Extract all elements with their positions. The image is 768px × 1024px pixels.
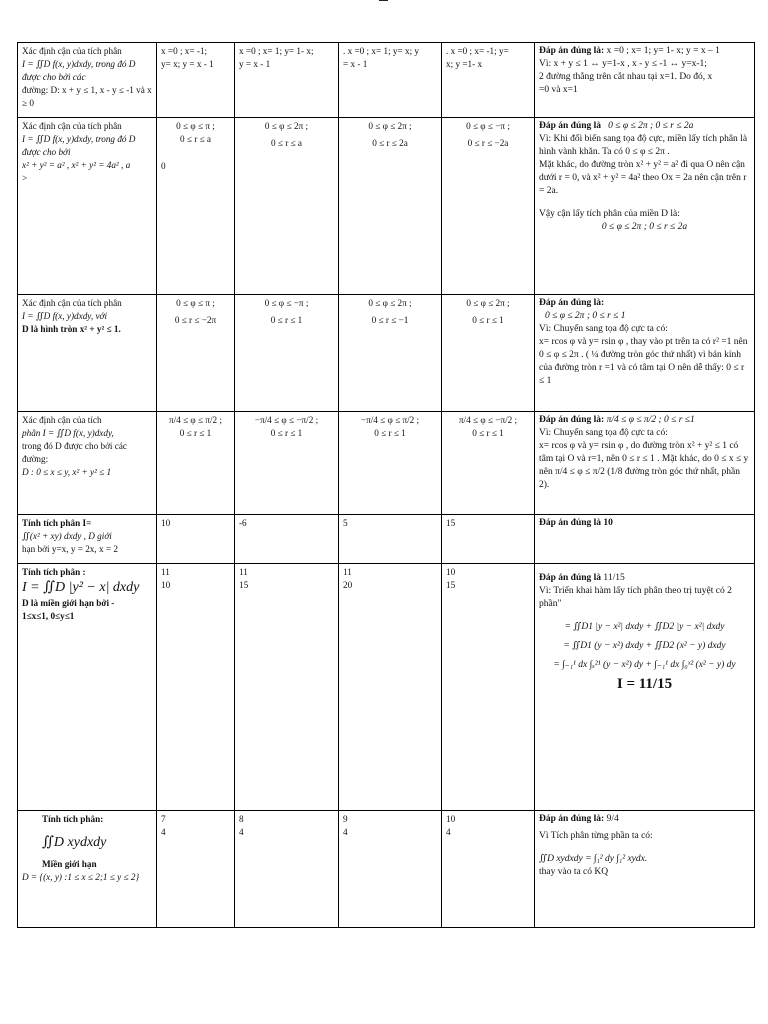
question-cell: Tính tích phân : I = ∬D |y² − x| dxdy D là miền giới hạn bởi - 1≤x≤1, 0≤y≤1 bbox=[18, 564, 157, 811]
option-d[interactable]: . x =0 ; x= -1; y= x; y =1- x bbox=[442, 43, 535, 118]
answer-cell: Đáp án đúng là: x =0 ; x= 1; y= 1- x; y = x – 1 Vì: x + y ≤ 1 ↔ y=1-x , x - y ≤ -1 ↔ y=x-1; 2 đường thẳng trên cắt nhau tại x=1. Do đó, x =0 và x=1 bbox=[535, 43, 755, 118]
final-result: I = 11/15 bbox=[616, 676, 673, 692]
option-d[interactable]: 15 bbox=[442, 515, 535, 564]
question-cell: Tính tích phân: ∬D xydxdy Miền giới hạn D = {(x, y) :1 ≤ x ≤ 2;1 ≤ y ≤ 2} bbox=[18, 811, 157, 928]
option-c[interactable]: 0 ≤ φ ≤ 2π ; 0 ≤ r ≤ −1 bbox=[339, 295, 442, 412]
option-a[interactable]: 10 bbox=[157, 515, 235, 564]
option-c[interactable]: 5 bbox=[339, 515, 442, 564]
option-a[interactable]: 11 10 bbox=[157, 564, 235, 811]
option-b[interactable]: −π/4 ≤ φ ≤ −π/2 ; 0 ≤ r ≤ 1 bbox=[235, 412, 339, 515]
table-row bbox=[18, 295, 755, 412]
table-row bbox=[18, 564, 755, 811]
option-a[interactable]: 7 4 bbox=[157, 811, 235, 928]
option-a[interactable]: 0 ≤ φ ≤ π ; 0 ≤ r ≤ a 0 bbox=[157, 118, 235, 295]
answer-cell: Đáp án đúng là: π/4 ≤ φ ≤ π/2 ; 0 ≤ r ≤1 Vì: Chuyển sang tọa độ cực ta có: x= rcos φ và y= rsin φ , do đường tròn x² + y² ≤ 1 có tâm tại O và r=1, nên 0 ≤ r ≤ 1 . Mặt khác, do 0 ≤ x ≤ y nên π/4 ≤ φ ≤ π/2 (1/8 đường tròn góc thứ nhất, phần 2). bbox=[535, 412, 755, 515]
answer-cell: Đáp án đúng là 0 ≤ φ ≤ 2π ; 0 ≤ r ≤ 2a Vì: Khi đổi biến sang tọa độ cực, miền lấy tích phân là hình vành khăn. Ta có 0 ≤ φ ≤ 2π . Mặt khác, do đường tròn x² + y² = a² đi qua O nên cận dưới r = 0, và x² + y² = 4a² theo Ox = 2a nên cận trên r = 2a. Vậy cận lấy tích phân của miền D là: 0 ≤ φ ≤ 2π ; 0 ≤ r ≤ 2a bbox=[535, 118, 755, 295]
answer-cell: Đáp án đúng là 11/15 Vì: Triển khai hàm lấy tích phân theo trị tuyệt có 2 phần" = ∬D1 |y − x²| dxdy + ∬D2 |y − x²| dxdy = ∬D1 (y − x²) dxdy + ∬D2 (x² − y) dxdy = ∫₋₁¹ dx ∫ₓ²¹ (y − x²) dy + ∫₋₁¹ dx ∫₀ˣ² (x² − y) dy I = 11/15 bbox=[535, 564, 755, 811]
option-d[interactable]: π/4 ≤ φ ≤ −π/2 ; 0 ≤ r ≤ 1 bbox=[442, 412, 535, 515]
question-cell: Xác định cận của tích phân I = ∬D f(x, y)dxdy, trong đó D được cho bởi x² + y² = a² , x² + y² = 4a² , a > bbox=[18, 118, 157, 295]
question-table bbox=[17, 42, 755, 928]
question-cell: Tính tích phân I= ∬(x² + xy) dxdy , D giới hạn bởi y=x, y = 2x, x = 2 bbox=[18, 515, 157, 564]
question-cell: Xác định cận của tích phân I = ∬D f(x, y)dxdy, trong đó D được cho bởi các đường: D : 0 ≤ x ≤ y, x² + y² ≤ 1 bbox=[18, 412, 157, 515]
option-c[interactable]: 9 4 bbox=[339, 811, 442, 928]
option-d[interactable]: 0 ≤ φ ≤ −π ; 0 ≤ r ≤ −2a bbox=[442, 118, 535, 295]
option-c[interactable]: −π/4 ≤ φ ≤ π/2 ; 0 ≤ r ≤ 1 bbox=[339, 412, 442, 515]
option-b[interactable]: 0 ≤ φ ≤ 2π ; 0 ≤ r ≤ a bbox=[235, 118, 339, 295]
option-b[interactable]: 0 ≤ φ ≤ −π ; 0 ≤ r ≤ 1 bbox=[235, 295, 339, 412]
option-a[interactable]: π/4 ≤ φ ≤ π/2 ; 0 ≤ r ≤ 1 bbox=[157, 412, 235, 515]
table-row bbox=[18, 118, 755, 295]
option-b[interactable]: 8 4 bbox=[235, 811, 339, 928]
option-c[interactable]: 0 ≤ φ ≤ 2π ; 0 ≤ r ≤ 2a bbox=[339, 118, 442, 295]
option-c[interactable]: . x =0 ; x= 1; y= x; y = x - 1 bbox=[339, 43, 442, 118]
answer-cell: Đáp án đúng là 10 bbox=[535, 515, 755, 564]
page-header-mark bbox=[379, 0, 388, 1]
option-b[interactable]: 11 15 bbox=[235, 564, 339, 811]
question-cell: Xác định cận của tích phân I = ∬D f(x, y)dxdy, với D là hình tròn x² + y² ≤ 1. bbox=[18, 295, 157, 412]
table-row bbox=[18, 412, 755, 515]
option-b[interactable]: x =0 ; x= 1; y= 1- x; y = x - 1 bbox=[235, 43, 339, 118]
option-a[interactable]: 0 ≤ φ ≤ π ; 0 ≤ r ≤ −2π bbox=[157, 295, 235, 412]
option-d[interactable]: 10 4 bbox=[442, 811, 535, 928]
table-row bbox=[18, 515, 755, 564]
answer-cell: Đáp án đúng là: 0 ≤ φ ≤ 2π ; 0 ≤ r ≤ 1 Vì: Chuyển sang tọa độ cực ta có: x= rcos φ và y= rsin φ , thay vào pt trên ta có r² =1 nên 0 ≤ φ ≤ 2π . ( ¼ đường tròn góc thứ nhất) vì bán kính của đường tròn r =1 và có tâm tại O nên dễ thấy: 0 ≤ r ≤ 1 bbox=[535, 295, 755, 412]
option-b[interactable]: -6 bbox=[235, 515, 339, 564]
table-row bbox=[18, 43, 755, 118]
option-c[interactable]: 11 20 bbox=[339, 564, 442, 811]
option-d[interactable]: 0 ≤ φ ≤ 2π ; 0 ≤ r ≤ 1 bbox=[442, 295, 535, 412]
option-a[interactable]: x =0 ; x= -1; y= x; y = x - 1 bbox=[157, 43, 235, 118]
answer-cell: Đáp án đúng là: 9/4 Vì Tích phân từng phần ta có: ∬D xydxdy = ∫₁² dy ∫₁² xydx. thay vào ta có KQ bbox=[535, 811, 755, 928]
table-row bbox=[18, 811, 755, 928]
question-cell: Xác định cận của tích phân I = ∬D f(x, y)dxdy, trong đó D được cho bởi các đường: D: x + y ≤ 1, x - y ≤ -1 và x ≥ 0 bbox=[18, 43, 157, 118]
option-d[interactable]: 10 15 bbox=[442, 564, 535, 811]
